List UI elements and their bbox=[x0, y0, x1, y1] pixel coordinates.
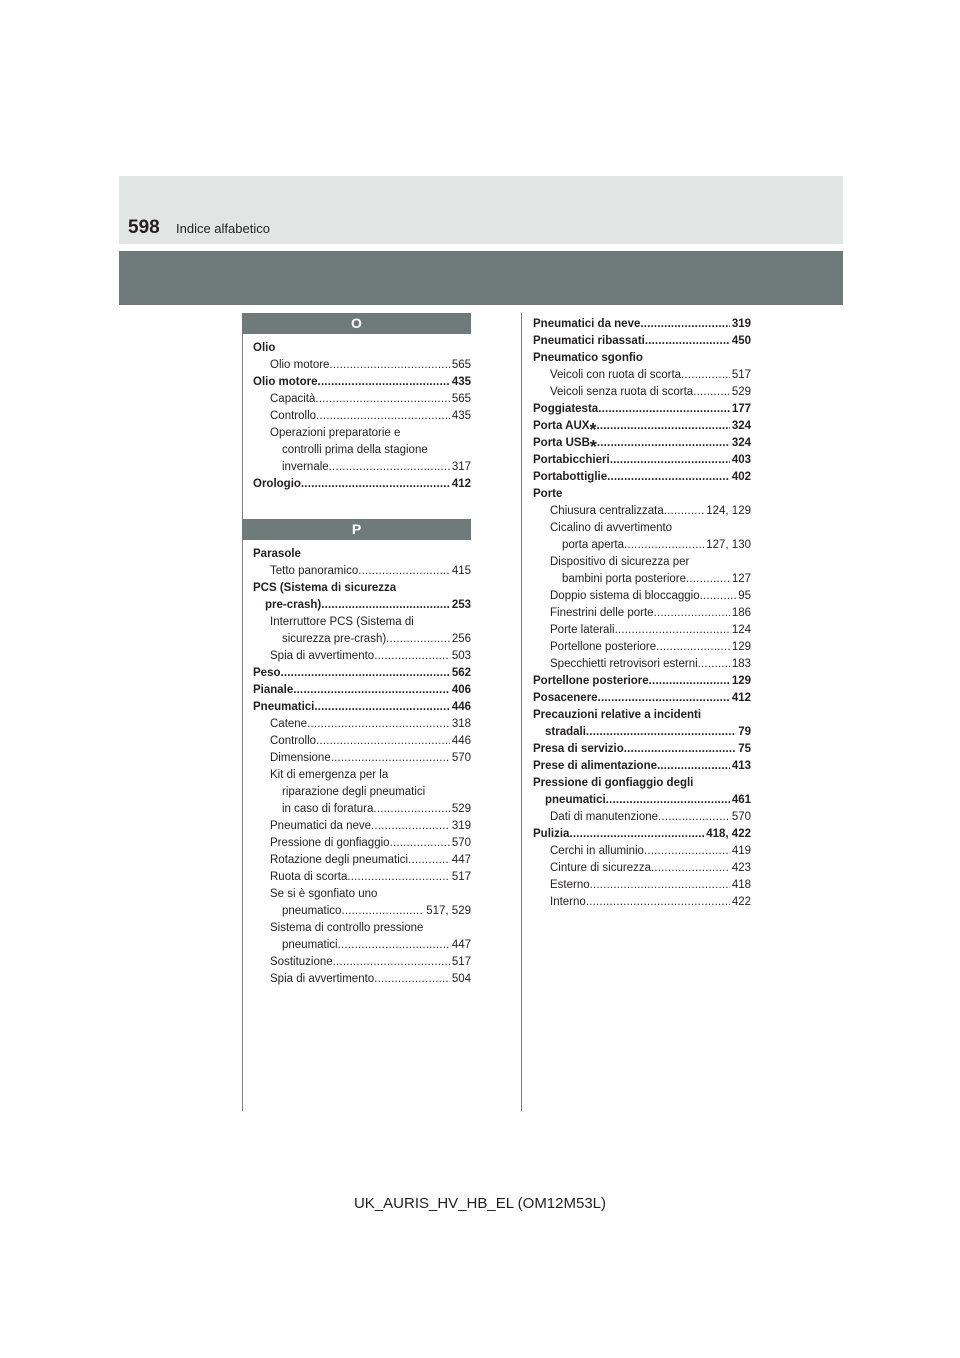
entry-label: Portabottiglie bbox=[533, 471, 608, 483]
entry-label: Cicalino di avvertimento bbox=[550, 522, 673, 534]
index-entry bbox=[253, 580, 471, 597]
entry-label: Pneumatici bbox=[253, 701, 315, 713]
index-subentry bbox=[253, 357, 471, 374]
entry-label: Portellone posteriore bbox=[533, 675, 649, 687]
leader-dots bbox=[293, 682, 450, 699]
entry-label: Controllo bbox=[270, 735, 317, 747]
leader-dots bbox=[301, 476, 450, 493]
entry-label: Posacenere bbox=[533, 692, 598, 704]
leader-dots bbox=[321, 597, 450, 614]
entry-label: Operazioni preparatorie e bbox=[270, 427, 401, 439]
entry-label: Pneumatici ribassati bbox=[533, 335, 645, 347]
index-entry bbox=[533, 775, 751, 792]
entry-page-ref: 415 bbox=[451, 565, 471, 577]
index-subentry bbox=[253, 903, 471, 920]
entry-label: Olio motore bbox=[270, 359, 330, 371]
entry-label: Dispositivo di sicurezza per bbox=[550, 556, 690, 568]
entry-page-ref: 124, 129 bbox=[706, 505, 751, 517]
index-subentry bbox=[253, 937, 471, 954]
entry-label: in caso di foratura bbox=[282, 803, 374, 815]
leader-dots bbox=[569, 826, 704, 843]
entry-label: Catene bbox=[270, 718, 308, 730]
entry-label: pneumatici bbox=[545, 794, 606, 806]
entry-page-ref: 317 bbox=[451, 461, 471, 473]
index-entry bbox=[253, 374, 471, 391]
entry-page-ref: 79 bbox=[738, 726, 751, 738]
index-entry bbox=[533, 469, 751, 486]
leader-dots bbox=[316, 733, 450, 750]
entry-page-ref: 447 bbox=[451, 854, 471, 866]
entry-page-ref: 319 bbox=[731, 318, 751, 330]
entry-label: pre-crash) bbox=[265, 599, 322, 611]
entry-label: controlli prima della stagione bbox=[282, 444, 428, 456]
entry-page-ref: 319 bbox=[451, 820, 471, 832]
entry-label: Pneumatici da neve bbox=[270, 820, 372, 832]
index-subentry bbox=[533, 809, 751, 826]
leader-dots bbox=[390, 835, 450, 852]
entry-label: PCS (Sistema di sicurezza bbox=[253, 582, 397, 594]
leader-dots bbox=[624, 537, 704, 554]
leader-dots bbox=[686, 571, 730, 588]
entry-label: porta aperta bbox=[562, 539, 625, 551]
entry-page-ref: 529 bbox=[731, 386, 751, 398]
index-subentry bbox=[533, 622, 751, 639]
entry-label: bambini porta posteriore bbox=[562, 573, 687, 585]
index-subentry bbox=[533, 537, 751, 554]
entry-page-ref: 562 bbox=[451, 667, 471, 679]
entry-page-ref: 517 bbox=[451, 956, 471, 968]
entry-page-ref: 177 bbox=[731, 403, 751, 415]
entry-page-ref: 124 bbox=[731, 624, 751, 636]
index-subentry bbox=[533, 520, 751, 537]
entry-page-ref: 565 bbox=[451, 393, 471, 405]
leader-dots bbox=[358, 563, 450, 580]
leader-dots bbox=[329, 357, 449, 374]
leader-dots bbox=[338, 937, 450, 954]
entry-page-ref: 318 bbox=[451, 718, 471, 730]
index-entry bbox=[253, 682, 471, 699]
entry-label: Chiusura centralizzata bbox=[550, 505, 664, 517]
leader-dots bbox=[644, 843, 730, 860]
letter-heading: P bbox=[242, 519, 471, 540]
entry-page-ref: 418 bbox=[731, 879, 751, 891]
entry-page-ref: 565 bbox=[451, 359, 471, 371]
entry-label: Veicoli senza ruota di scorta bbox=[550, 386, 694, 398]
entry-label: Sistema di controllo pressione bbox=[270, 922, 424, 934]
entry-page-ref: 446 bbox=[451, 735, 471, 747]
leader-dots bbox=[658, 809, 730, 826]
leader-dots bbox=[374, 971, 450, 988]
entry-label: Dati di manutenzione bbox=[550, 811, 659, 823]
index-entry bbox=[253, 699, 471, 716]
entry-label: Pressione di gonfiaggio degli bbox=[533, 777, 694, 789]
entry-label: stradali bbox=[545, 726, 586, 738]
entry-page-ref: 517 bbox=[451, 871, 471, 883]
leader-dots bbox=[386, 631, 450, 648]
index-entry bbox=[533, 690, 751, 707]
entry-label: pneumatico bbox=[282, 905, 342, 917]
leader-dots bbox=[597, 435, 730, 452]
index-subentry bbox=[253, 648, 471, 665]
index-subentry bbox=[253, 631, 471, 648]
index-subentry bbox=[253, 886, 471, 903]
document-code: UK_AURIS_HV_HB_EL (OM12M53L) bbox=[353, 1195, 607, 1212]
leader-dots bbox=[681, 367, 730, 384]
entry-page-ref: 129 bbox=[731, 675, 751, 687]
entry-label: Olio motore bbox=[253, 376, 318, 388]
entry-label: Veicoli con ruota di scorta bbox=[550, 369, 682, 381]
index-entry bbox=[533, 707, 751, 724]
leader-dots bbox=[624, 741, 736, 758]
column-rule-middle bbox=[521, 313, 522, 1111]
leader-dots bbox=[596, 418, 729, 435]
entry-label: Cinture di sicurezza bbox=[550, 862, 651, 874]
entry-label: Pulizia bbox=[533, 828, 570, 840]
entry-label: Se si è sgonfiato uno bbox=[270, 888, 378, 900]
index-subentry bbox=[533, 588, 751, 605]
index-entry bbox=[533, 452, 751, 469]
entry-label: sicurezza pre-crash) bbox=[282, 633, 387, 645]
entry-page-ref: 423 bbox=[731, 862, 751, 874]
entry-page-ref: 447 bbox=[451, 939, 471, 951]
leader-dots bbox=[347, 869, 449, 886]
entry-label: Portabicchieri bbox=[533, 454, 610, 466]
index-group bbox=[533, 316, 751, 911]
leader-dots bbox=[698, 656, 730, 673]
entry-label: Porte bbox=[533, 488, 563, 500]
leader-dots bbox=[314, 699, 449, 716]
leader-dots bbox=[374, 648, 450, 665]
entry-label: invernale bbox=[282, 461, 329, 473]
leader-dots bbox=[373, 801, 449, 818]
entry-label: Sostituzione bbox=[270, 956, 333, 968]
entry-page-ref: 183 bbox=[731, 658, 751, 670]
index-entry bbox=[533, 826, 751, 843]
leader-dots bbox=[649, 673, 730, 690]
leader-dots bbox=[408, 852, 450, 869]
leader-dots bbox=[664, 503, 704, 520]
entry-label: Doppio sistema di bloccaggio bbox=[550, 590, 700, 602]
entry-page-ref: 402 bbox=[731, 471, 751, 483]
entry-page-ref: 412 bbox=[731, 692, 751, 704]
entry-page-ref: 419 bbox=[731, 845, 751, 857]
entry-label: Pianale bbox=[253, 684, 294, 696]
index-subentry bbox=[533, 860, 751, 877]
section-title: Indice alfabetico bbox=[176, 221, 270, 236]
leader-dots bbox=[615, 622, 730, 639]
entry-label: Presa di servizio bbox=[533, 743, 624, 755]
index-subentry bbox=[253, 767, 471, 784]
entry-page-ref: 413 bbox=[731, 760, 751, 772]
index-subentry bbox=[533, 843, 751, 860]
index-subentry bbox=[253, 442, 471, 459]
entry-label: Ruota di scorta bbox=[270, 871, 348, 883]
entry-page-ref: 406 bbox=[451, 684, 471, 696]
entry-label: Pressione di gonfiaggio bbox=[270, 837, 390, 849]
entry-label: Capacità bbox=[270, 393, 316, 405]
entry-label: Tetto panoramico bbox=[270, 565, 359, 577]
entry-label: Interno bbox=[550, 896, 586, 908]
index-subentry bbox=[533, 367, 751, 384]
entry-label: Dimensione bbox=[270, 752, 331, 764]
entry-label: Portellone posteriore bbox=[550, 641, 657, 653]
index-subentry bbox=[253, 733, 471, 750]
index-entry bbox=[533, 741, 751, 758]
column-rule-left bbox=[242, 313, 243, 1111]
leader-dots bbox=[654, 605, 730, 622]
index-subentry bbox=[253, 459, 471, 476]
entry-label: Prese di alimentazione bbox=[533, 760, 657, 772]
index-subentry bbox=[253, 920, 471, 937]
entry-label: Precauzioni relative a incidenti bbox=[533, 709, 702, 721]
entry-page-ref: 503 bbox=[451, 650, 471, 662]
entry-label: riparazione degli pneumatici bbox=[282, 786, 426, 798]
index-subentry bbox=[253, 852, 471, 869]
entry-label: Spia di avvertimento bbox=[270, 973, 375, 985]
entry-page-ref: 186 bbox=[731, 607, 751, 619]
leader-dots bbox=[371, 818, 450, 835]
entry-label: Parasole bbox=[253, 548, 301, 560]
index-subentry bbox=[253, 954, 471, 971]
header-dark-band bbox=[119, 251, 843, 305]
index-column-1 bbox=[253, 316, 471, 1014]
entry-page-ref: 570 bbox=[731, 811, 751, 823]
leader-dots bbox=[331, 750, 450, 767]
leader-dots bbox=[586, 724, 736, 741]
index-subentry bbox=[253, 750, 471, 767]
entry-page-ref: 95 bbox=[738, 590, 751, 602]
entry-label: Porta USB bbox=[533, 437, 590, 449]
leader-dots bbox=[590, 877, 730, 894]
index-entry bbox=[253, 665, 471, 682]
index-subentry bbox=[253, 614, 471, 631]
leader-dots bbox=[281, 665, 450, 682]
index-subentry bbox=[253, 716, 471, 733]
leader-dots bbox=[606, 792, 730, 809]
leader-dots bbox=[693, 384, 730, 401]
index-subentry bbox=[533, 894, 751, 911]
leader-dots bbox=[307, 716, 450, 733]
index-entry bbox=[533, 418, 751, 440]
entry-label: pneumatici bbox=[282, 939, 338, 951]
index-entry bbox=[253, 340, 471, 357]
index-subentry bbox=[533, 554, 751, 571]
index-subentry bbox=[253, 869, 471, 886]
entry-label: Kit di emergenza per la bbox=[270, 769, 389, 781]
index-entry bbox=[253, 476, 471, 493]
entry-page-ref: 127, 130 bbox=[706, 539, 751, 551]
entry-page-ref: 529 bbox=[451, 803, 471, 815]
index-entry bbox=[253, 597, 471, 614]
index-entry bbox=[533, 724, 751, 741]
footnote-star: * bbox=[589, 420, 597, 440]
entry-label: Specchietti retrovisori esterni bbox=[550, 658, 698, 670]
index-subentry bbox=[253, 391, 471, 408]
entry-label: Poggiatesta bbox=[533, 403, 599, 415]
leader-dots bbox=[598, 690, 730, 707]
entry-label: Cerchi in alluminio bbox=[550, 845, 644, 857]
leader-dots bbox=[657, 758, 730, 775]
entry-page-ref: 418, 422 bbox=[706, 828, 751, 840]
entry-label: Controllo bbox=[270, 410, 317, 422]
leader-dots bbox=[329, 459, 450, 476]
index-entry bbox=[533, 435, 751, 457]
entry-page-ref: 324 bbox=[731, 437, 751, 449]
leader-dots bbox=[607, 469, 730, 486]
leader-dots bbox=[656, 639, 730, 656]
index-subentry bbox=[533, 384, 751, 401]
index-subentry bbox=[533, 571, 751, 588]
entry-label: Olio bbox=[253, 342, 276, 354]
leader-dots bbox=[333, 954, 450, 971]
entry-page-ref: 403 bbox=[731, 454, 751, 466]
entry-label: Spia di avvertimento bbox=[270, 650, 375, 662]
entry-page-ref: 75 bbox=[738, 743, 751, 755]
leader-dots bbox=[318, 374, 450, 391]
index-entry bbox=[533, 350, 751, 367]
entry-page-ref: 129 bbox=[731, 641, 751, 653]
entry-page-ref: 461 bbox=[731, 794, 751, 806]
leader-dots bbox=[651, 860, 730, 877]
leader-dots bbox=[598, 401, 730, 418]
leader-dots bbox=[645, 333, 730, 350]
index-subentry bbox=[533, 639, 751, 656]
leader-dots bbox=[640, 316, 729, 333]
entry-page-ref: 324 bbox=[731, 420, 751, 432]
leader-dots bbox=[700, 588, 737, 605]
entry-page-ref: 446 bbox=[451, 701, 471, 713]
entry-page-ref: 570 bbox=[451, 752, 471, 764]
entry-label: Pneumatici da neve bbox=[533, 318, 641, 330]
page-number: 598 bbox=[128, 217, 160, 238]
entry-page-ref: 422 bbox=[731, 896, 751, 908]
leader-dots bbox=[315, 391, 449, 408]
entry-page-ref: 517, 529 bbox=[426, 905, 471, 917]
entry-page-ref: 504 bbox=[451, 973, 471, 985]
index-subentry bbox=[253, 971, 471, 988]
index-column-2 bbox=[533, 316, 751, 937]
index-subentry bbox=[253, 425, 471, 442]
entry-label: Pneumatico sgonfio bbox=[533, 352, 643, 364]
footnote-star: * bbox=[589, 437, 597, 457]
index-entry bbox=[533, 673, 751, 690]
leader-dots bbox=[610, 452, 730, 469]
entry-label: Orologio bbox=[253, 478, 301, 490]
entry-label: Porta AUX bbox=[533, 420, 590, 432]
entry-label: Esterno bbox=[550, 879, 590, 891]
entry-label: Interruttore PCS (Sistema di bbox=[270, 616, 414, 628]
index-subentry bbox=[253, 835, 471, 852]
entry-page-ref: 127 bbox=[731, 573, 751, 585]
entry-label: Rotazione degli pneumatici bbox=[270, 854, 409, 866]
leader-dots bbox=[341, 903, 424, 920]
entry-page-ref: 412 bbox=[451, 478, 471, 490]
entry-page-ref: 435 bbox=[451, 376, 471, 388]
index-subentry bbox=[533, 503, 751, 520]
index-subentry bbox=[253, 563, 471, 580]
letter-heading: O bbox=[242, 313, 471, 334]
entry-page-ref: 517 bbox=[731, 369, 751, 381]
entry-page-ref: 570 bbox=[451, 837, 471, 849]
entry-label: Peso bbox=[253, 667, 281, 679]
index-entry bbox=[253, 546, 471, 563]
index-entry bbox=[533, 316, 751, 333]
index-entry bbox=[533, 792, 751, 809]
index-entry bbox=[533, 401, 751, 418]
index-subentry bbox=[253, 408, 471, 425]
entry-page-ref: 450 bbox=[731, 335, 751, 347]
leader-dots bbox=[316, 408, 450, 425]
leader-dots bbox=[586, 894, 730, 911]
index-subentry bbox=[533, 605, 751, 622]
index-subentry bbox=[253, 801, 471, 818]
index-entry bbox=[533, 333, 751, 350]
index-entry bbox=[533, 486, 751, 503]
index-group bbox=[253, 340, 471, 493]
index-group bbox=[253, 546, 471, 988]
index-subentry bbox=[533, 877, 751, 894]
index-subentry bbox=[533, 656, 751, 673]
entry-page-ref: 435 bbox=[451, 410, 471, 422]
entry-label: Finestrini delle porte bbox=[550, 607, 654, 619]
entry-page-ref: 253 bbox=[451, 599, 471, 611]
index-subentry bbox=[253, 784, 471, 801]
entry-page-ref: 256 bbox=[451, 633, 471, 645]
index-subentry bbox=[253, 818, 471, 835]
entry-label: Porte laterali bbox=[550, 624, 615, 636]
index-entry bbox=[533, 758, 751, 775]
